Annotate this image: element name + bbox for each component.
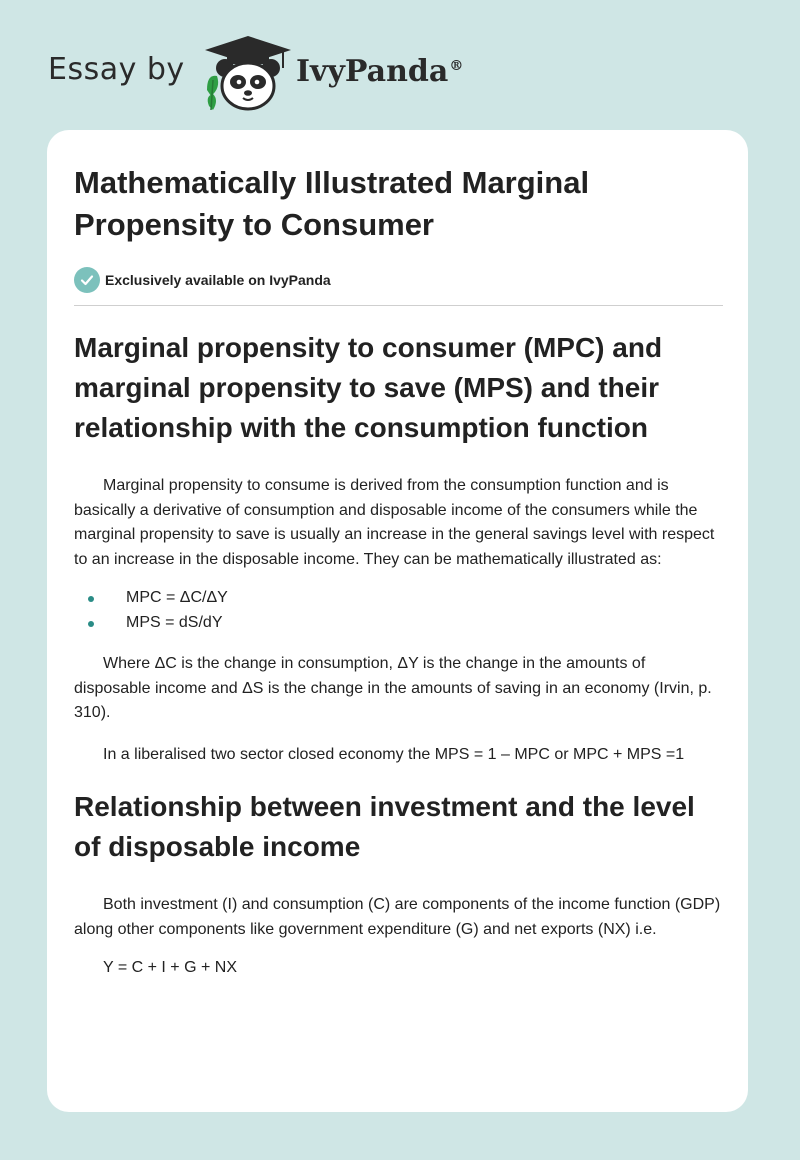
registered-mark: ® [449,58,464,74]
paragraph: Both investment (I) and consumption (C) are components of the income function (GDP) along other components like government expenditure (G) and net exports (NX) i.e. [74,896,721,938]
site-header [48,30,468,114]
formula-list [74,586,723,635]
list-item-text: MPS = dS/dY [126,613,223,631]
exclusive-badge [74,266,723,294]
list-item [74,611,723,636]
brand-name-text: IvyPanda [296,54,449,89]
brand-name [296,54,463,89]
income-equation: Y = C + I + G + NX [103,959,237,976]
essay-content [74,162,723,981]
bullet-icon [88,596,94,602]
paragraph: In a liberalised two sector closed economy the MPS = 1 – MPC or MPC + MPS =1 [103,745,685,763]
bullet-icon [88,621,94,627]
paragraph: Marginal propensity to consume is derived from the consumption function and is basically a derivative of consumption and disposable income of the consumers while the marginal propensity to save is usually an increase in the general savings level with respect to an increase in the disposable income. They can be mathematically illustrated as: [74,477,715,568]
list-item [74,586,723,611]
checkmark-circle-icon [74,267,100,293]
paragraph: Where ΔC is the change in consumption, ΔY is the change in the amounts of disposable income and ΔS is the change in the amounts of saving in an economy (Irvin, p. 310). [74,655,712,721]
list-item-text: MPC = ΔC/ΔY [126,589,228,606]
section-heading-mpc-mps: Marginal propensity to consumer (MPC) and marginal propensity to save (MPS) and their relationship with the consumption function [74,332,663,443]
essay-card [47,130,748,1112]
section-heading-investment: Relationship between investment and the level of disposable income [74,791,695,862]
exclusive-label: Exclusively available on IvyPanda [105,272,331,288]
document-title: Mathematically Illustrated Marginal Propensity to Consumer [74,165,590,242]
essay-by-label: Essay by [48,52,185,87]
panda-graduate-mascot-icon [203,34,293,112]
title-divider [74,305,723,306]
